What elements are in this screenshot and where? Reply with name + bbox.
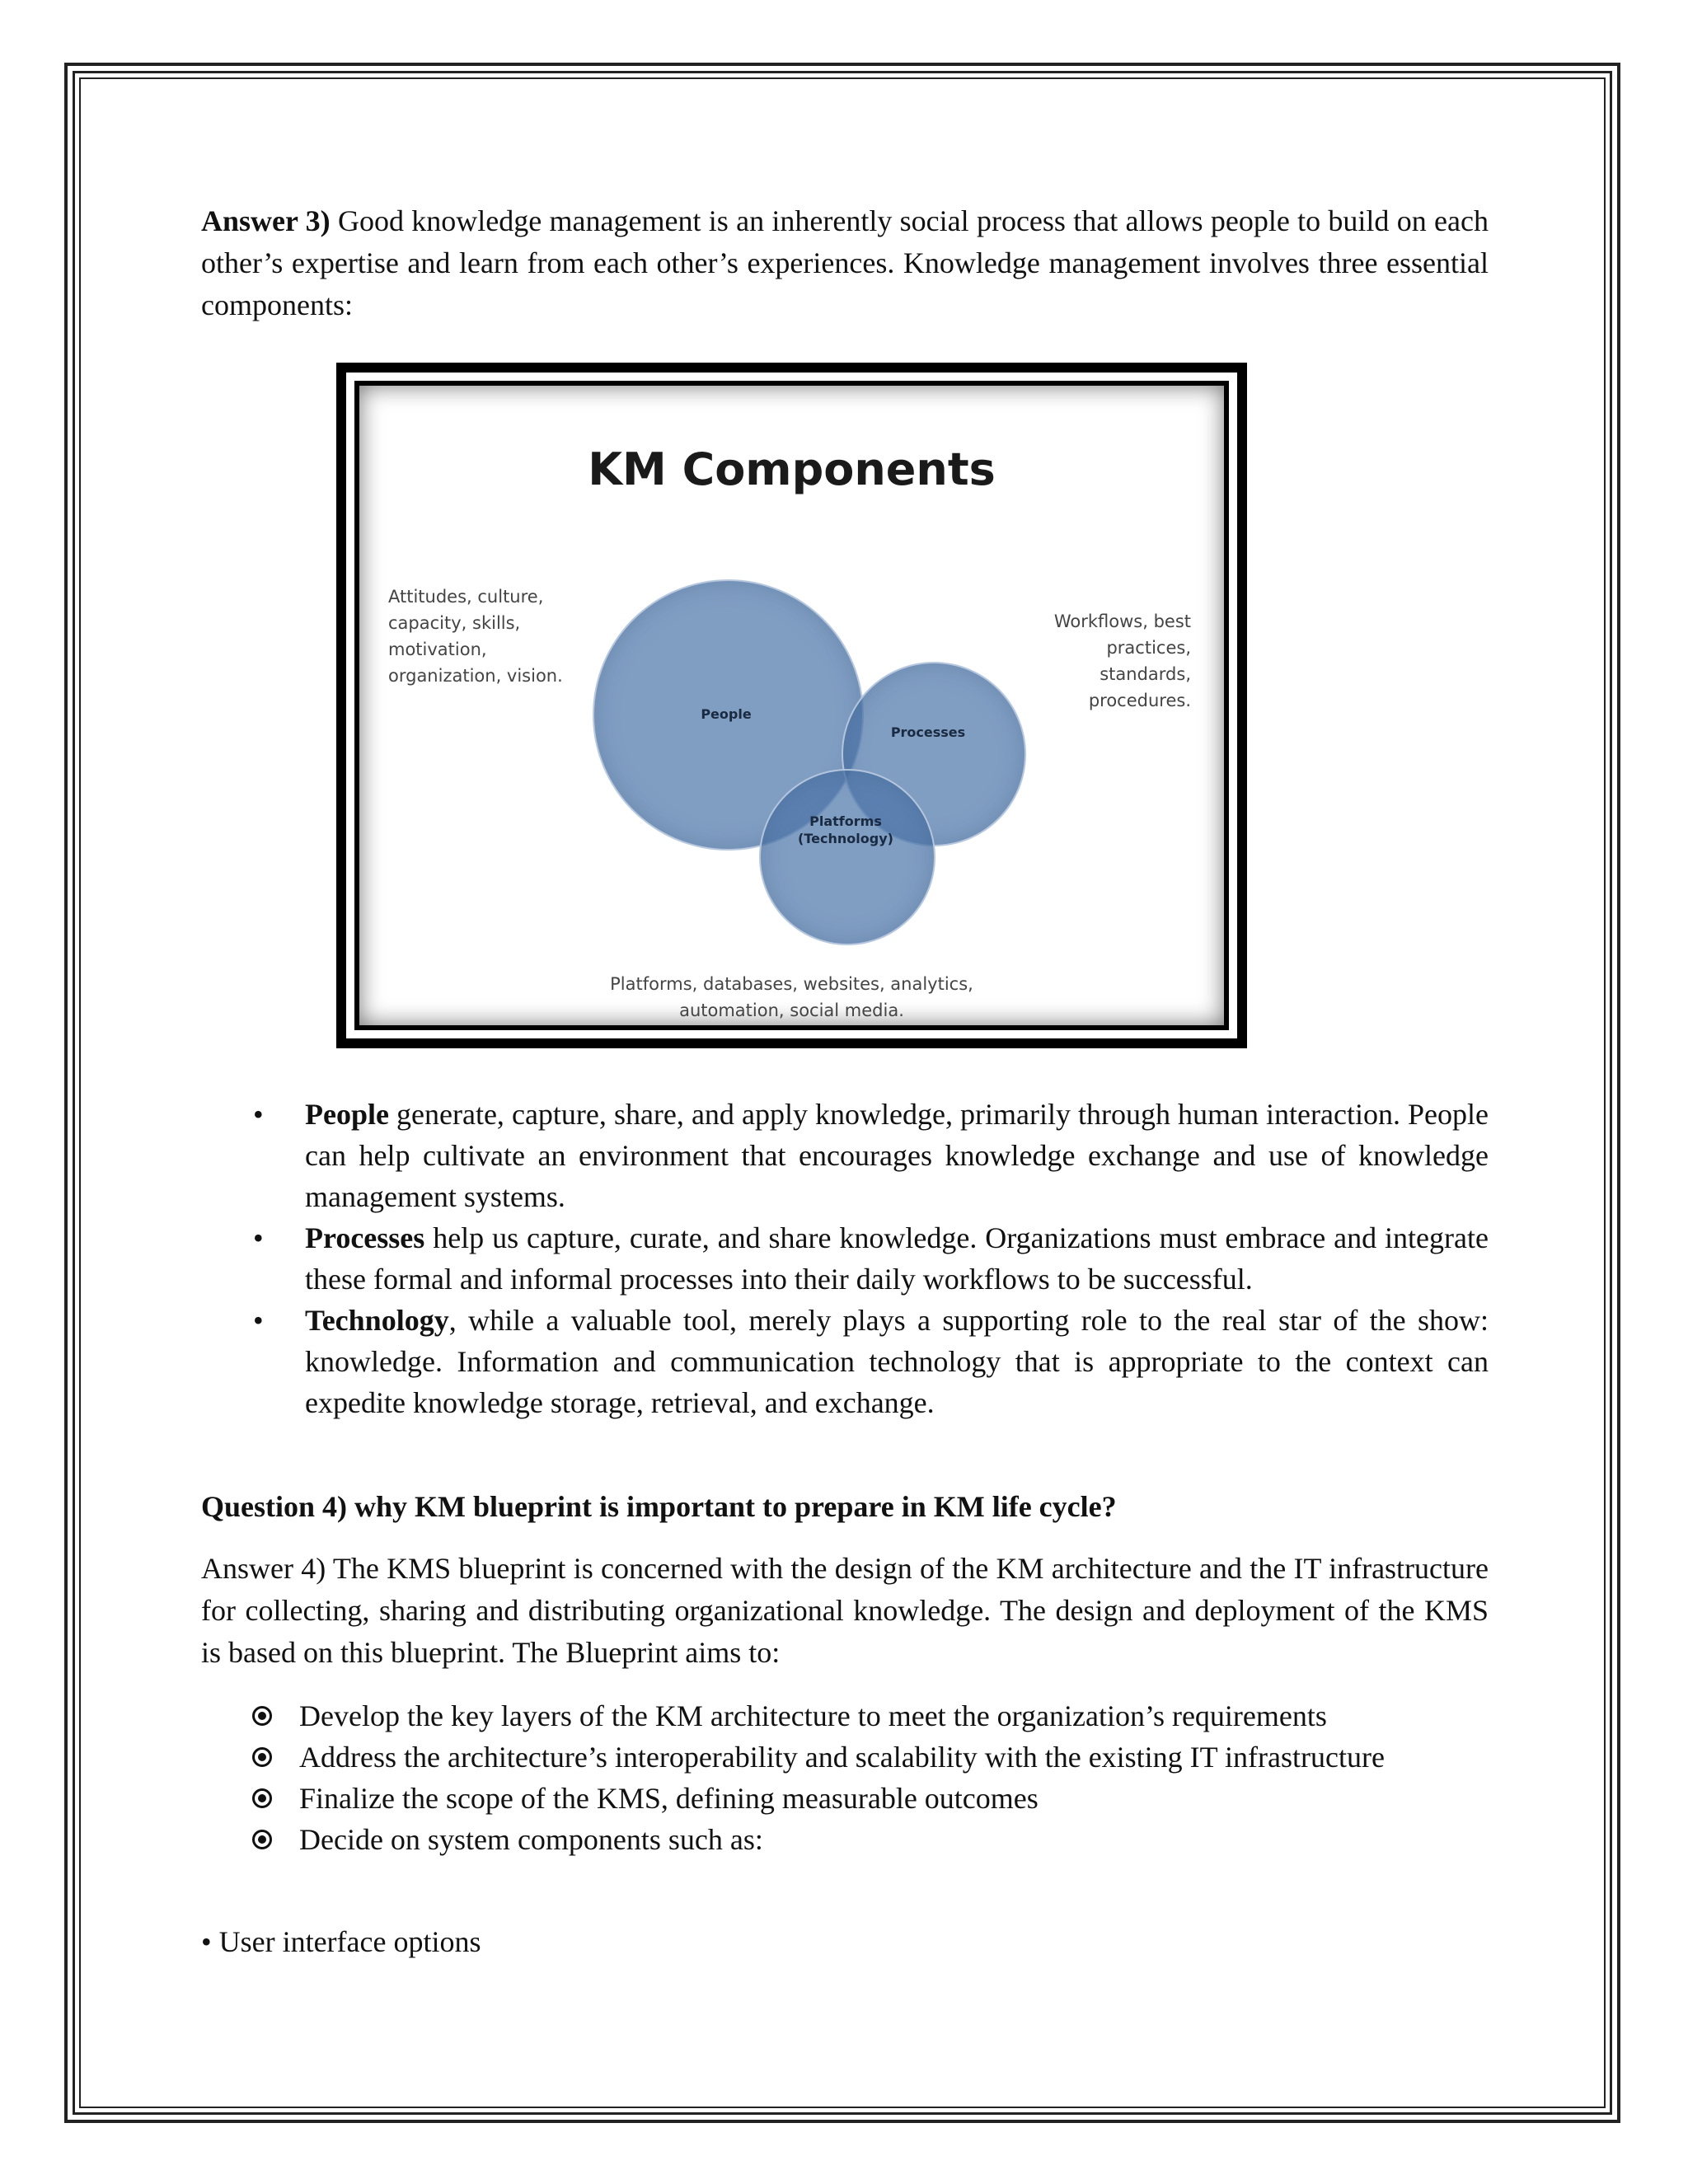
platforms-description: Platforms, databases, websites, analytics, automation, social media. — [610, 974, 973, 1020]
component-term: People — [305, 1098, 389, 1131]
processes-description: Workflows, best practices, standards, procedures. — [1053, 612, 1191, 710]
km-components-figure — [336, 363, 1247, 1048]
people-circle-label: People — [701, 706, 752, 722]
component-text: generate, capture, share, and apply knowledge, primarily through human interaction. People can help cultivate an environment that encourages knowledge exchange and use of knowledge management systems. — [305, 1098, 1489, 1213]
figure-title: KM Components — [588, 443, 996, 495]
people-description: Attitudes, culture, capacity, skills, motivation, organization, vision. — [388, 587, 563, 686]
bullseye-bullet-icon — [252, 1788, 272, 1808]
answer-3-text: Good knowledge management is an inherently social process that allows people to build on each other’s expertise and learn from each other’s experiences. Knowledge management involves three essential components: — [201, 204, 1489, 321]
list-item: Develop the key layers of the KM architecture to meet the organization’s requirements — [201, 1695, 1489, 1736]
list-item-technology — [201, 1300, 1489, 1423]
component-text: help us capture, curate, and share knowledge. Organizations must embrace and integrate these formal and informal processes into their daily workflows to be successful. — [305, 1221, 1489, 1296]
question-4-heading: Question 4) why KM blueprint is important to prepare in KM life cycle? — [201, 1490, 1117, 1523]
list-item-people — [201, 1094, 1489, 1217]
answer-3-paragraph — [201, 200, 1489, 326]
platforms-circle — [759, 769, 935, 945]
bullet-icon: • — [253, 1304, 264, 1337]
answer-4-paragraph: Answer 4) The KMS blueprint is concerned with the design of the KM architecture and the IT infrastructure for collecting, sharing and distributing organizational knowledge. The design and deployment of the KMS is based on this blueprint. The Blueprint aims to: — [201, 1552, 1489, 1669]
list-item: Address the architecture’s interoperability and scalability with the existing IT infrastructure — [201, 1736, 1489, 1778]
component-term: Processes — [305, 1221, 425, 1254]
bullet-icon: • — [253, 1221, 264, 1254]
components-list — [201, 1094, 1489, 1423]
answer-3-label: Answer 3) — [201, 204, 331, 237]
processes-circle-label: Processes — [890, 724, 966, 740]
list-item-processes — [201, 1217, 1489, 1300]
list-item: Decide on system components such as: — [201, 1819, 1489, 1860]
list-item: Finalize the scope of the KMS, defining measurable outcomes — [201, 1778, 1489, 1819]
user-interface-options-item: • User interface options — [201, 1925, 481, 1958]
bullet-icon: • — [253, 1098, 264, 1131]
blueprint-aims-list — [201, 1695, 1489, 1860]
platforms-circle-label: Platforms (Technology) — [798, 813, 893, 846]
bullseye-bullet-icon — [252, 1830, 272, 1849]
component-text: , while a valuable tool, merely plays a supporting role to the real star of the show: knowledge. Information and communication technology that is appropriate to the context can expedite knowledge storage, retrieval, and exchange. — [305, 1304, 1489, 1419]
component-term: Technology — [305, 1304, 449, 1337]
bullseye-bullet-icon — [252, 1706, 272, 1726]
bullseye-bullet-icon — [252, 1747, 272, 1767]
